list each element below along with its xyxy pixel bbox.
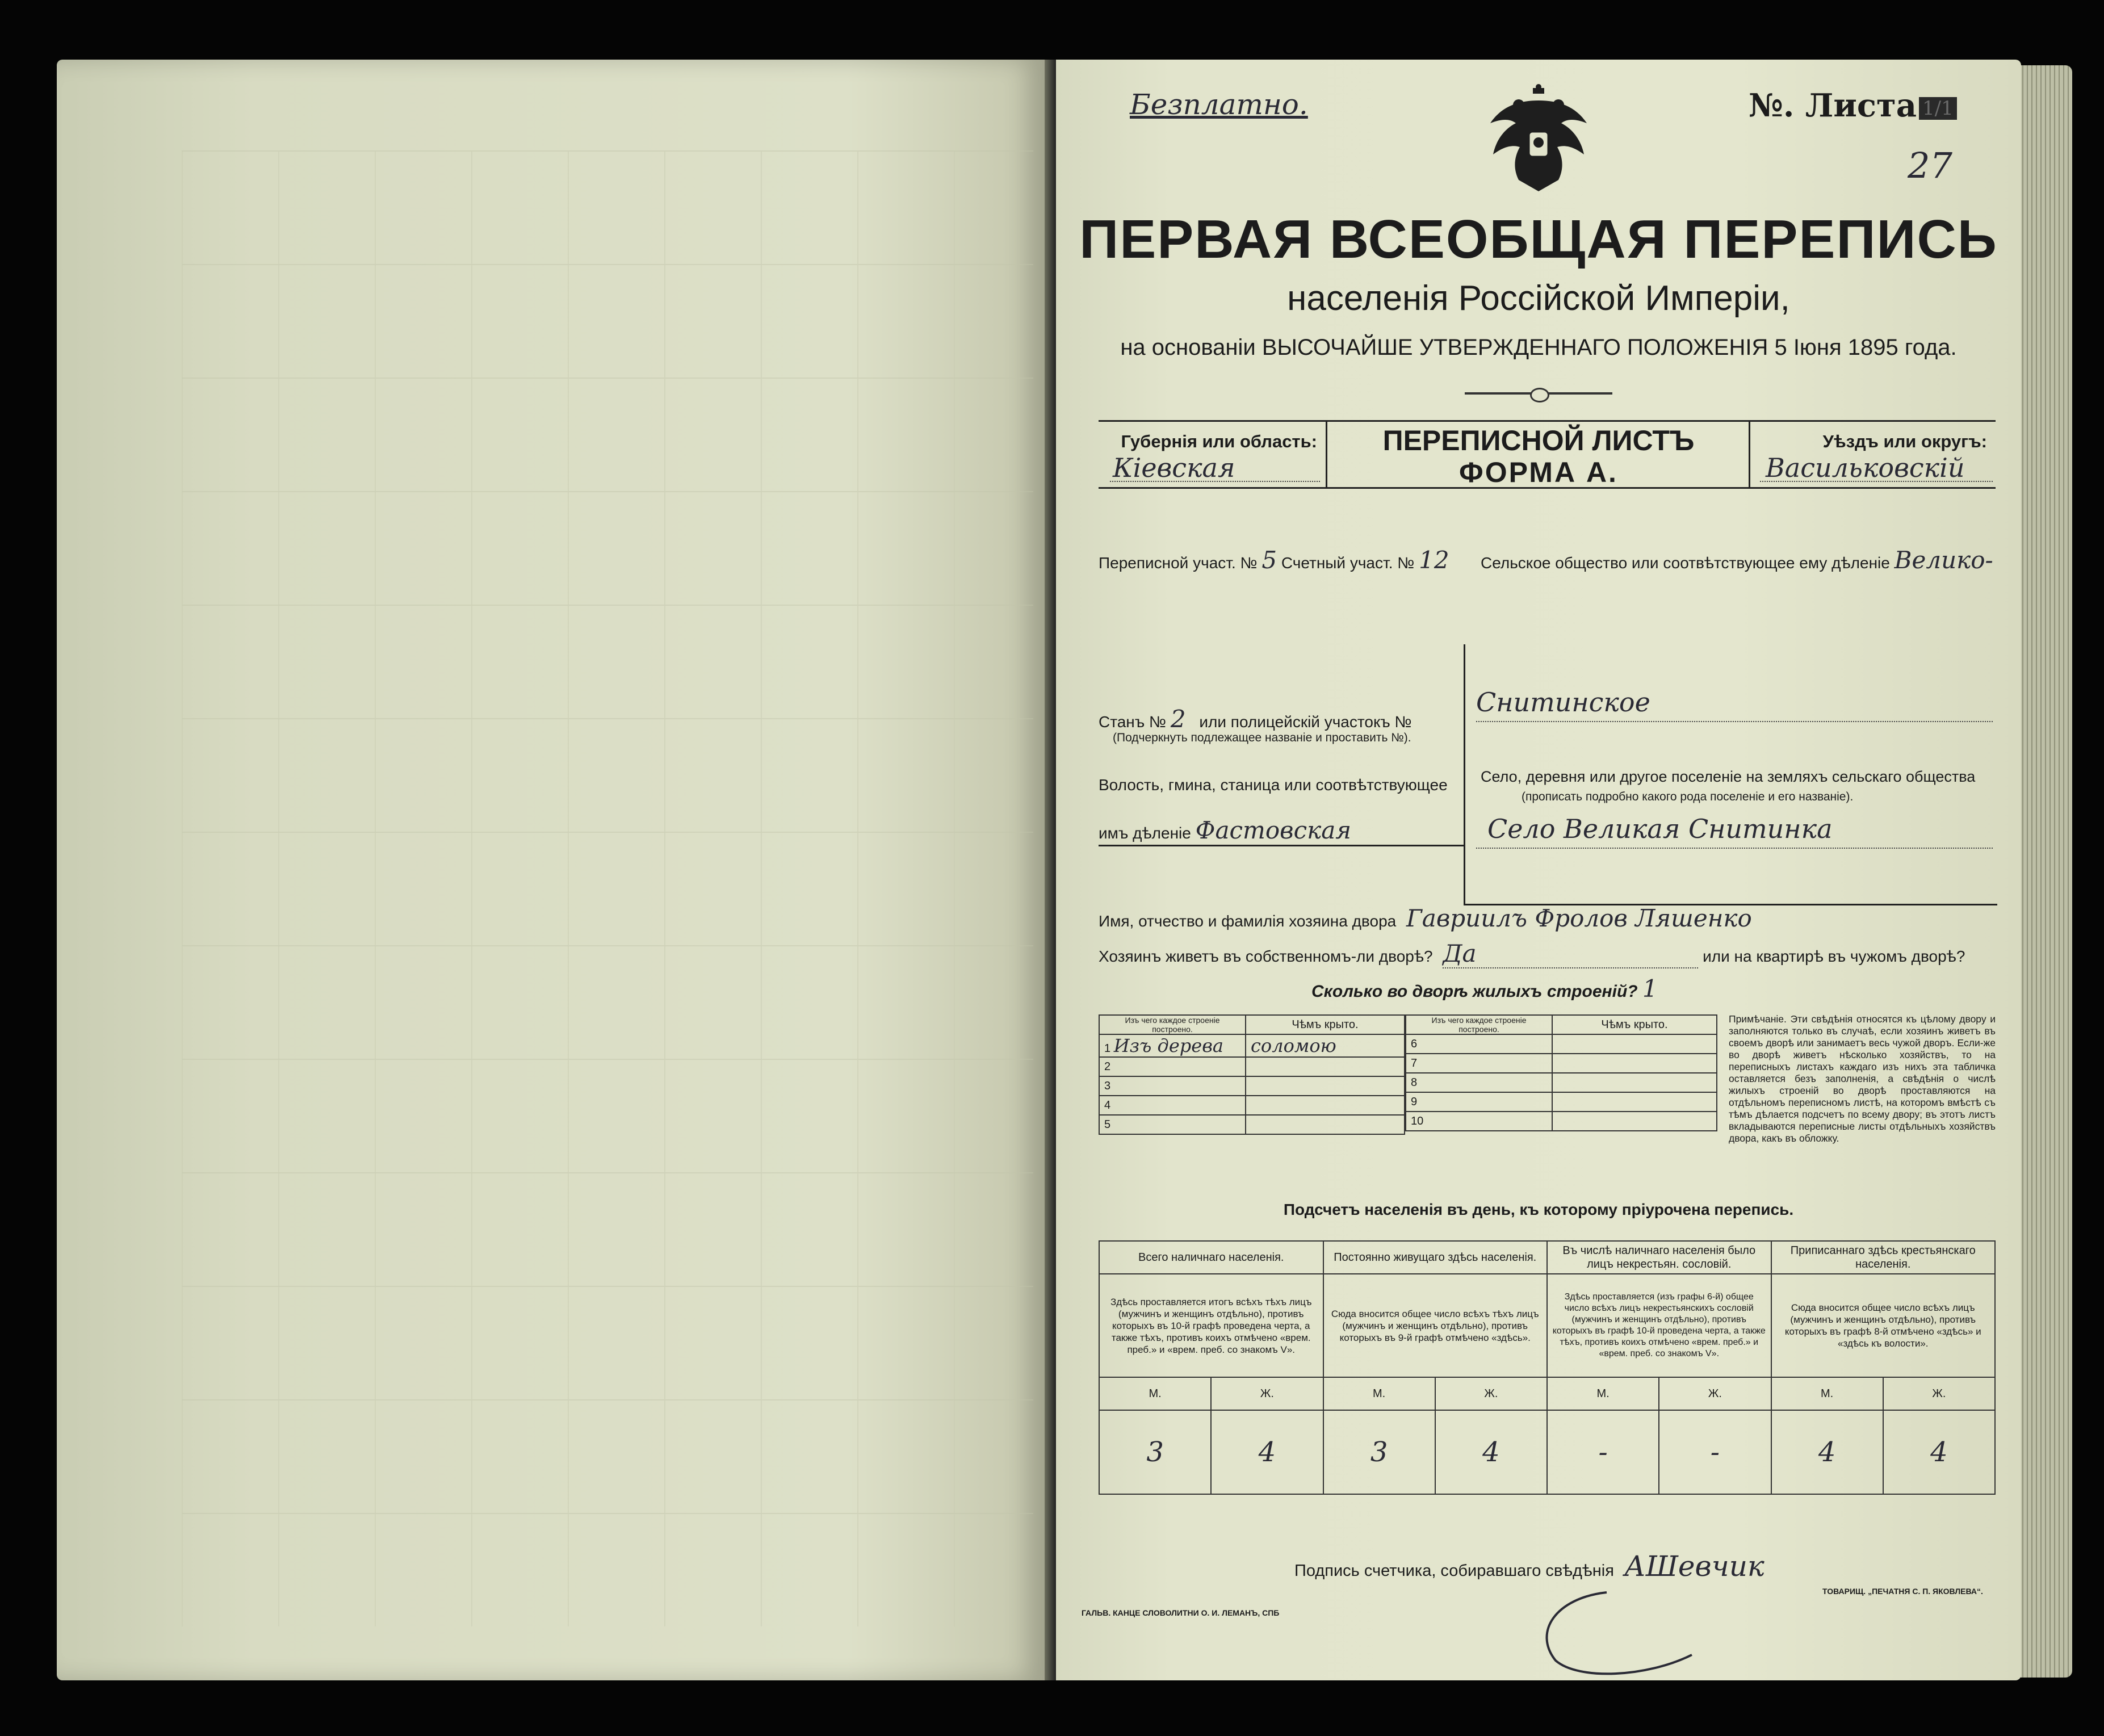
- buildings-col-material: Изъ чего каждое строеніе построено.: [1099, 1015, 1246, 1034]
- society-value-2: Снитинское: [1476, 687, 1650, 718]
- census-subtitle: населенія Россійской Имперіи,: [1287, 279, 1790, 318]
- table-row: 5: [1099, 1115, 1246, 1134]
- table-row: 6: [1406, 1034, 1552, 1054]
- lives-line: [1099, 940, 1965, 968]
- signature-line: [1294, 1550, 1764, 1583]
- table-row: 9: [1406, 1092, 1552, 1112]
- volost-label-1: Волость, гмина, станица или соотвѣтствующее: [1099, 776, 1448, 794]
- summary-desc-nonpeasant: Здѣсь проставляется (изъ графы 6-й) общее число всѣхъ лицъ некрестьянскихъ сословій (мужчинъ и женщинъ отдѣльно), противъ которыхъ въ графѣ 10-й проведена черта, а также тѣхъ, противъ коихъ отмѣчено «врем. преб.» и «врем. преб. со знакомъ V».: [1547, 1274, 1771, 1377]
- summary-header-permanent: Постоянно живущаго здѣсь населенія.: [1323, 1241, 1548, 1274]
- census-district-label: Переписной участ. №: [1099, 554, 1258, 572]
- uezd-value: Васильковскій: [1766, 452, 1965, 483]
- summary-desc-peasant: Сюда вносится общее число всѣхъ лицъ (мужчинъ и женщинъ отдѣльно), противъ которыхъ въ графѣ 8-й отмѣчено «здѣсь» и «здѣсь къ волости».: [1771, 1274, 1996, 1377]
- buildings-table-left: [1099, 1014, 1405, 1135]
- row-roof: соломою: [1246, 1034, 1405, 1057]
- summary-header-nonpeasant: Въ числѣ наличнаго населенія было лицъ некрестьян. сословій.: [1547, 1241, 1771, 1274]
- sheet-number-handwritten: 27: [1908, 145, 1952, 186]
- stan-value: 2: [1170, 705, 1186, 733]
- table-row: 8: [1406, 1073, 1552, 1092]
- owner-value: Гавриилъ Фролов Ляшенко: [1406, 904, 1752, 932]
- sheet-number: [1749, 87, 1957, 124]
- label-male: М.: [1771, 1377, 1883, 1410]
- label-male: М.: [1547, 1377, 1659, 1410]
- stan-note: (Подчеркнуть подлежащее названіе и проставить №).: [1113, 731, 1411, 744]
- count-permanent-male: 3: [1323, 1410, 1435, 1494]
- uezd-label: Уѣздъ или округъ:: [1822, 431, 1987, 451]
- summary-title: Подсчетъ населенія въ день, къ которому пріурочена перепись.: [1283, 1201, 1794, 1218]
- volost-line: [1099, 816, 1351, 844]
- double-headed-eagle-emblem: [1479, 83, 1598, 197]
- buildings-label: Сколько во дворѣ жилыхъ строеній?: [1311, 982, 1638, 1001]
- signature-value: АШевчик: [1624, 1550, 1764, 1583]
- rent-label: или на квартирѣ въ чужомъ дворѣ?: [1703, 947, 1965, 965]
- stan-label: Станъ №: [1099, 713, 1167, 731]
- sheet-title: ПЕРЕПИСНОЙ ЛИСТЪ: [1382, 425, 1695, 456]
- buildings-col-roof-2: Чѣмъ крыто.: [1552, 1015, 1717, 1034]
- count-nonpeasant-female: -: [1659, 1410, 1771, 1494]
- table-row: 10: [1406, 1112, 1552, 1131]
- count-nonpeasant-male: -: [1547, 1410, 1659, 1494]
- sheet-number-label: №. Листа: [1749, 87, 1917, 124]
- owner-label: Имя, отчество и фамилія хозяина двора: [1099, 912, 1397, 930]
- lives-value: Да: [1443, 940, 1698, 968]
- buildings-col-roof: Чѣмъ крыто.: [1246, 1015, 1405, 1034]
- count-total-male: 3: [1099, 1410, 1211, 1494]
- printer-left: ГАЛЬВ. КАНЦЕ СЛОВОЛИТНИ О. И. ЛЕМАНЪ, СПБ: [1082, 1608, 1280, 1617]
- label-female: Ж.: [1659, 1377, 1771, 1410]
- free-label: Безплатно.: [1130, 88, 1308, 121]
- ornament-center: [1530, 388, 1549, 402]
- signature-flourish: [1522, 1587, 1709, 1683]
- count-district-value: 12: [1419, 546, 1449, 574]
- census-district-value: 5: [1261, 546, 1277, 574]
- count-peasant-male: 4: [1771, 1410, 1883, 1494]
- village-value: Село Великая Снитинка: [1487, 814, 1833, 844]
- count-permanent-female: 4: [1435, 1410, 1547, 1494]
- book-spine: [1045, 60, 1056, 1680]
- gubernia-value: Кіевская: [1113, 452, 1235, 483]
- society-line: [1481, 546, 1993, 574]
- table-row: 7: [1406, 1054, 1552, 1073]
- summary-header-peasant: Приписаннаго здѣсь крестьянскаго населенія.: [1771, 1241, 1996, 1274]
- police-label: или полицейскій участокъ №: [1199, 713, 1412, 731]
- summary-table: [1099, 1240, 1996, 1495]
- table-row: 4: [1099, 1096, 1246, 1115]
- society-value-1: Велико-: [1894, 546, 1993, 574]
- village-note: (прописать подробно какого рода поселеніе и его названіе).: [1522, 790, 1854, 803]
- table-row: 2: [1099, 1057, 1246, 1076]
- bleed-through-grid: [182, 150, 1033, 1626]
- lives-label: Хозяинъ живетъ въ собственномъ-ли дворѣ?: [1099, 947, 1433, 965]
- table-row: 3: [1099, 1076, 1246, 1096]
- label-male: М.: [1323, 1377, 1435, 1410]
- row-material: Изъ дерева: [1113, 1035, 1223, 1056]
- count-peasant-female: 4: [1883, 1410, 1995, 1494]
- label-female: Ж.: [1435, 1377, 1547, 1410]
- table-row: 1 Изъ дерева: [1099, 1034, 1246, 1057]
- label-male: М.: [1099, 1377, 1211, 1410]
- census-form-page: [1056, 60, 2021, 1680]
- summary-header-total: Всего наличнаго населенія.: [1099, 1241, 1323, 1274]
- summary-desc-permanent: Сюда вносится общее число всѣхъ тѣхъ лицъ (мужчинъ и женщинъ отдѣльно), противъ которыхъ въ 9-й графѣ отмѣчено «здѣсь».: [1323, 1274, 1548, 1377]
- buildings-value: 1: [1642, 975, 1658, 1003]
- stan-line: [1099, 705, 1412, 733]
- village-label: Село, деревня или другое поселеніе на земляхъ сельскаго общества: [1481, 768, 1976, 785]
- owner-line: [1099, 904, 1752, 932]
- buildings-line: [1311, 975, 1658, 1003]
- count-total-female: 4: [1211, 1410, 1323, 1494]
- volost-value: Фастовская: [1195, 816, 1352, 844]
- sheet-number-struck: 1/1: [1919, 97, 1957, 120]
- census-district-line: [1099, 546, 1449, 574]
- count-district-label: Счетный участ. №: [1281, 554, 1415, 572]
- signature-label: Подпись счетчика, собиравшаго свѣдѣнія: [1294, 1562, 1614, 1580]
- society-label: Сельское общество или соотвѣтствующее ему дѣленіе: [1481, 554, 1890, 572]
- summary-desc-total: Здѣсь проставляется итогъ всѣхъ тѣхъ лицъ (мужчинъ и женщинъ отдѣльно), противъ которыхъ въ 10-й графѣ проведена черта, а также тѣхъ, противъ коихъ отмѣчено «врем. преб.» и «врем. преб. со знакомъ V».: [1099, 1274, 1323, 1377]
- legal-basis: на основаніи ВЫСОЧАЙШЕ УТВЕРЖДЕННАГО ПОЛОЖЕНІЯ 5 Іюня 1895 года.: [1120, 335, 1957, 360]
- label-female: Ж.: [1211, 1377, 1323, 1410]
- form-name: ФОРМА А.: [1459, 456, 1618, 488]
- census-title: ПЕРВАЯ ВСЕОБЩАЯ ПЕРЕПИСЬ: [1079, 209, 1998, 270]
- volost-label-2: имъ дѣленіе: [1099, 824, 1191, 842]
- buildings-col-material-2: Изъ чего каждое строеніе построено.: [1406, 1015, 1552, 1034]
- buildings-table-right: [1405, 1014, 1717, 1131]
- left-page: [57, 60, 1045, 1680]
- gubernia-label: Губернія или область:: [1121, 431, 1317, 451]
- buildings-note: Примѣчаніе. Эти свѣдѣнія относятся къ цѣлому двору и заполняются только въ случаѣ, если хозяинъ живетъ въ своемъ дворѣ или занимаетъ весь чужой дворъ. Если-же во дворѣ живетъ нѣсколько хозяйствъ, то на переписныхъ листахъ каждаго изъ нихъ эта табличка оставляется безъ заполненія, а свѣдѣнія о числѣ жилыхъ строеній во дворѣ проставляются на отдѣльномъ переписномъ листѣ, на которомъ вмѣстѣ съ тѣмъ дѣлается подсчетъ по всему двору; въ этотъ листъ вкладываются переписные листы отдѣльныхъ хозяйствъ двора, какъ въ обложку.: [1729, 1013, 1996, 1144]
- printer-right: ТОВАРИЩ. „ПЕЧАТНЯ С. П. ЯКОВЛЕВА“.: [1822, 1587, 1983, 1596]
- label-female: Ж.: [1883, 1377, 1995, 1410]
